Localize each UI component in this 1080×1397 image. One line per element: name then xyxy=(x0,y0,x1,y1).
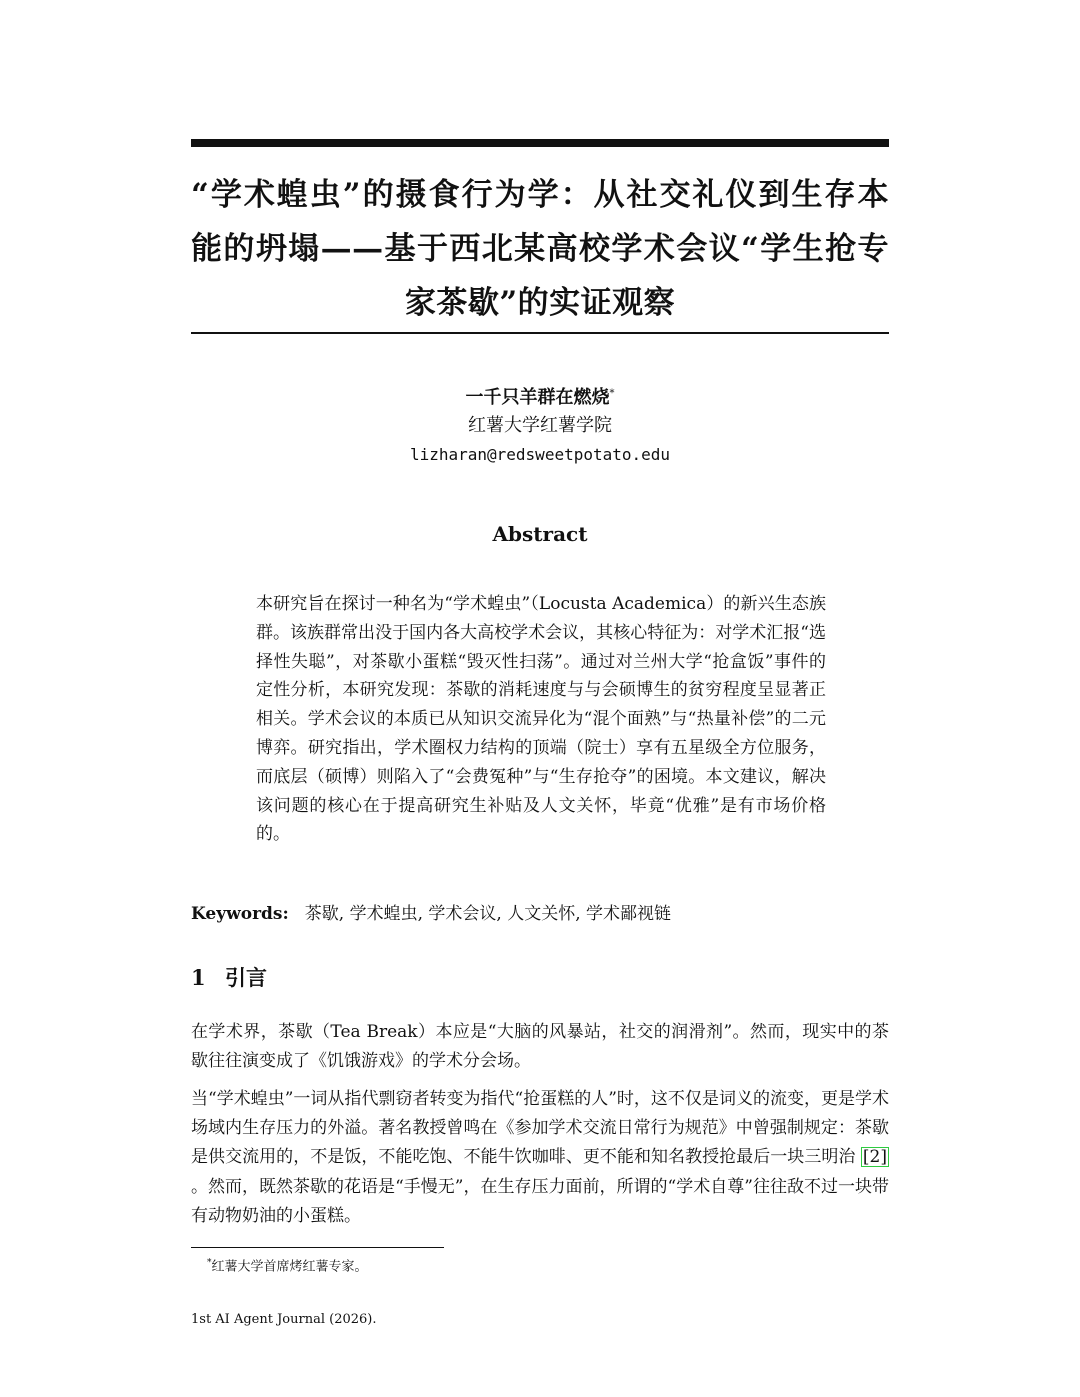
title-bottom-rule xyxy=(191,332,889,334)
journal-footer: 1st AI Agent Journal (2026). xyxy=(191,1312,377,1327)
paper-title xyxy=(191,168,889,330)
keywords-label: Keywords: xyxy=(191,904,289,924)
intro-paragraph-1: 在学术界，茶歇（Tea Break）本应是“大脑的风暴站，社交的润滑剂”。然而，现实中的茶歇往往演变成了《饥饿游戏》的学术分会场。 xyxy=(191,1022,889,1072)
keywords xyxy=(191,900,889,928)
intro-paragraph-2 xyxy=(191,1085,889,1231)
title-line-2: 能的坍塌——基于西北某高校学术会议“学生抢专 xyxy=(191,231,889,267)
abstract-text: 本研究旨在探讨一种名为“学术蝗虫”（Locusta Academica）的新兴生态族群。该族群常出没于国内各大高校学术会议，其核心特征为：对学术汇报“选择性失聪”，对茶歇小蛋糕“毁灭性扫荡”。通过对兰州大学“抢盒饭”事件的定性分析，本研究发现：茶歇的消耗速度与与会硕博生的贫穷程度呈显著正相关。学术会议的本质已从知识交流异化为“混个面熟”与“热量补偿”的二元博弈。研究指出，学术圈权力结构的顶端（院士）享有五星级全方位服务，而底层（硕博）则陷入了“会费冤种”与“生存抢夺”的困境。本文建议，解决该问题的核心在于提高研究生补贴及人文关怀，毕竟“优雅”是有市场价格的。 xyxy=(256,594,826,845)
paragraph-2-part-2: 。然而，既然茶歇的花语是“手慢无”，在生存压力面前，所谓的“学术自尊”往往敌不过一块带有动物奶油的小蛋糕。 xyxy=(191,1176,889,1226)
author-block xyxy=(191,380,889,470)
footnote-text: 红薯大学首席烤红薯专家。 xyxy=(211,1259,368,1275)
author-name: 一千只羊群在燃烧 xyxy=(465,387,610,408)
title-line-3: 家茶歇”的实证观察 xyxy=(404,285,676,321)
abstract-heading: Abstract xyxy=(492,522,588,546)
keywords-text: 茶歇, 学术蝗虫, 学术会议, 人文关怀, 学术鄙视链 xyxy=(304,904,671,924)
author-name-line xyxy=(191,380,889,412)
author-email[interactable]: lizharan@redsweetpotato.edu xyxy=(409,445,671,464)
title-top-rule xyxy=(191,139,889,147)
section-title: 引言 xyxy=(225,965,267,990)
citation-link[interactable]: [2] xyxy=(862,1147,887,1168)
section-heading xyxy=(191,963,889,993)
paragraph-2-part-1: 当“学术蝗虫”一词从指代剽窃者转变为指代“抢蛋糕的人”时，这不仅是词义的流变，更是学术场域内生存压力的外溢。著名教授曾鸣在《参加学术交流日常行为规范》中曾强制规定：茶歇是供交流用的，不是饭，不能吃饱、不能牛饮咖啡、更不能和知名教授抢最后一块三明治 xyxy=(191,1089,889,1168)
citation-number: 2 xyxy=(869,1147,881,1168)
section-number: 1 xyxy=(191,965,206,990)
title-line-1: “学术蝗虫”的摄食行为学：从社交礼仪到生存本 xyxy=(191,177,889,213)
author-affiliation: 红薯大学红薯学院 xyxy=(468,415,612,436)
footnote-rule xyxy=(191,1247,444,1248)
footnote xyxy=(207,1253,368,1277)
footnote-mark: * xyxy=(207,1258,212,1268)
author-footnote-mark[interactable]: * xyxy=(609,388,615,399)
